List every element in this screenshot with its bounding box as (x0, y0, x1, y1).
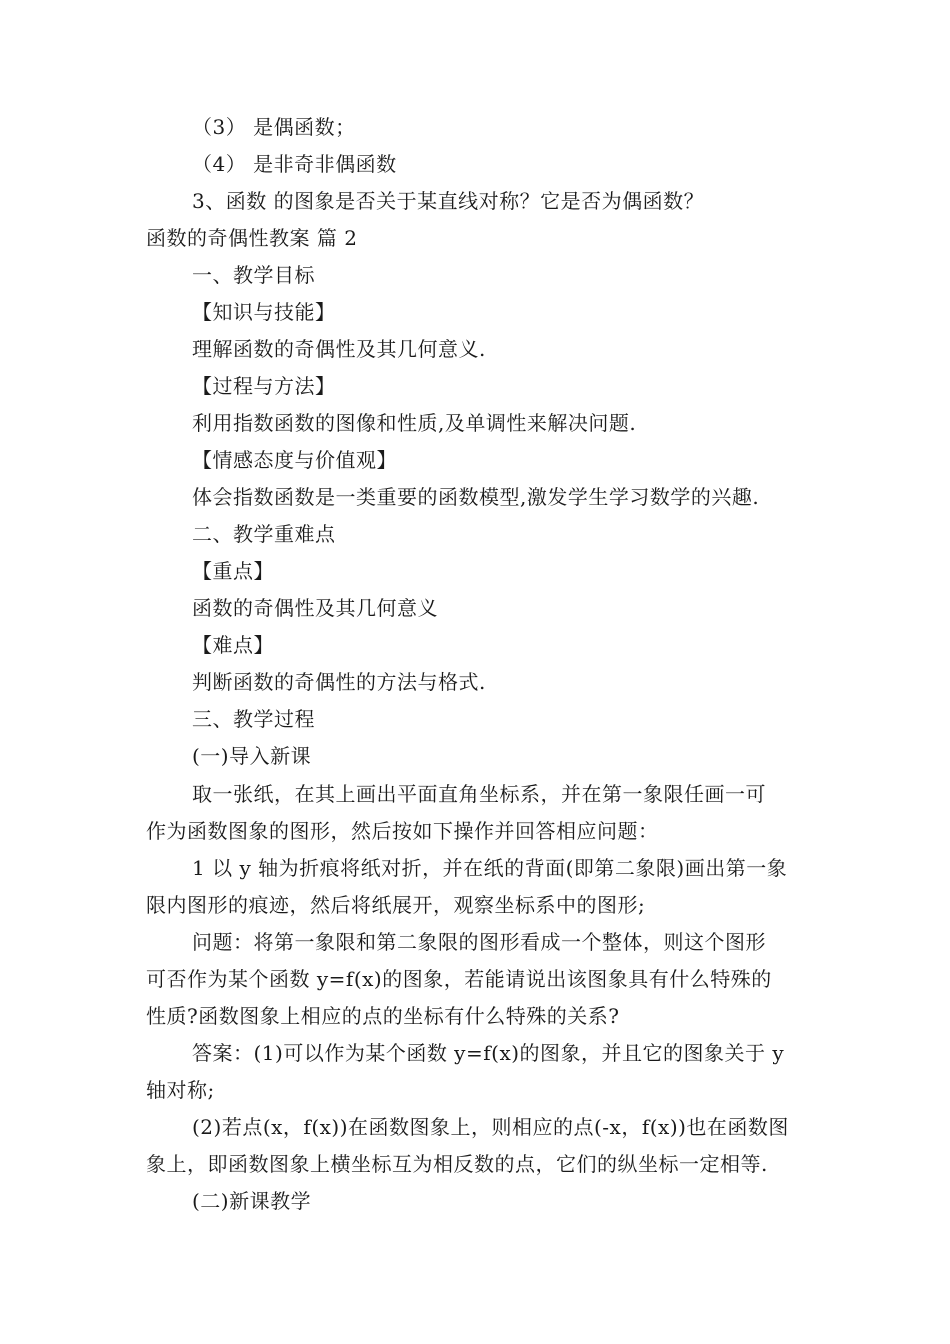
text-line: 答案：(1)可以作为某个函数 y=f(x)的图象，并且它的图象关于 y (192, 1041, 785, 1065)
text-line: 3、函数 的图象是否关于某直线对称？它是否为偶函数？ (192, 189, 705, 213)
heading-teaching-process: 三、教学过程 (192, 707, 315, 731)
text-line: 取一张纸，在其上画出平面直角坐标系，并在第一象限任画一可 (192, 782, 766, 806)
text-line: (2)若点(x，f(x))在函数图象上，则相应的点(-x，f(x))也在函数图 (192, 1115, 789, 1139)
text-line: 轴对称; (146, 1078, 215, 1102)
bracket-heading: 【难点】 (192, 633, 274, 657)
text-line: 体会指数函数是一类重要的函数模型,激发学生学习数学的兴趣. (192, 485, 760, 509)
text-line: （4） 是非奇非偶函数 (192, 152, 397, 176)
section-heading: 函数的奇偶性教案 篇 2 (146, 226, 358, 250)
text-line: 象上，即函数图象上横坐标互为相反数的点，它们的纵坐标一定相等. (146, 1152, 768, 1176)
text-line: （3） 是偶函数； (192, 115, 356, 139)
text-line: 判断函数的奇偶性的方法与格式. (192, 670, 486, 694)
text-line: 作为函数图象的图形，然后按如下操作并回答相应问题： (146, 819, 659, 843)
text-line: 限内图形的痕迹，然后将纸展开，观察坐标系中的图形; (146, 893, 646, 917)
text-line: 1 以 y 轴为折痕将纸对折，并在纸的背面(即第二象限)画出第一象 (192, 856, 788, 880)
text-line: 函数的奇偶性及其几何意义 (192, 596, 438, 620)
text-line: 理解函数的奇偶性及其几何意义. (192, 337, 486, 361)
bracket-heading: 【过程与方法】 (192, 374, 336, 398)
bracket-heading: 【重点】 (192, 559, 274, 583)
bracket-heading: 【情感态度与价值观】 (192, 448, 397, 472)
text-line: 可否作为某个函数 y=f(x)的图象，若能请说出该图象具有什么特殊的 (146, 967, 772, 991)
text-line: 问题：将第一象限和第二象限的图形看成一个整体，则这个图形 (192, 930, 766, 954)
text-line: 利用指数函数的图像和性质,及单调性来解决问题. (192, 411, 637, 435)
subheading: (一)导入新课 (192, 744, 312, 768)
subheading: (二)新课教学 (192, 1189, 312, 1213)
heading-teaching-goals: 一、教学目标 (192, 263, 315, 287)
bracket-heading: 【知识与技能】 (192, 300, 336, 324)
text-line: 性质?函数图象上相应的点的坐标有什么特殊的关系? (146, 1004, 620, 1028)
heading-key-points: 二、教学重难点 (192, 522, 336, 546)
